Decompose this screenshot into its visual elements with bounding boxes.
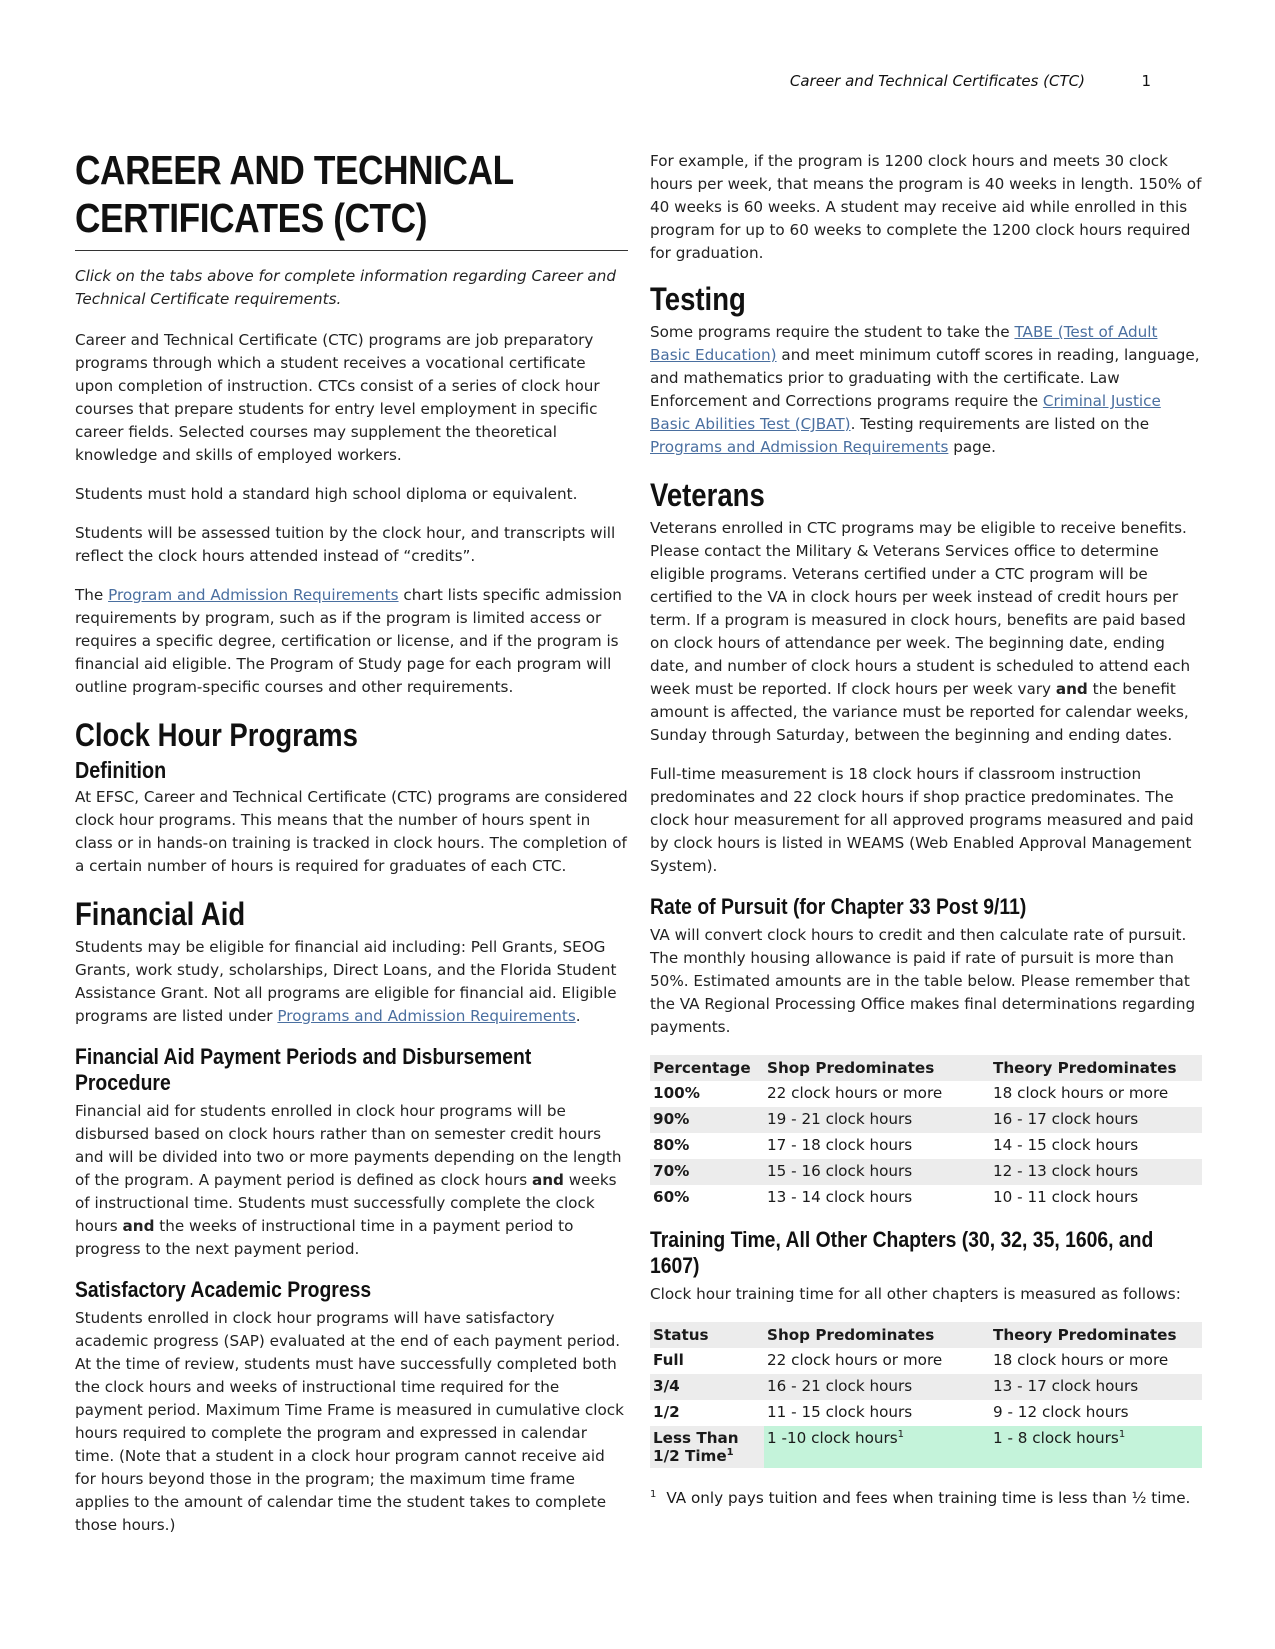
rate-of-pursuit-heading: Rate of Pursuit (for Chapter 33 Post 9/11) (650, 894, 1027, 919)
table-cell: 18 clock hours or more (993, 1084, 1169, 1102)
definition-text: At EFSC, Career and Technical Certificate (CTC) programs are considered clock hour programs. This means that the number of hours spent in class or in hands-on training is tracked in clock hours. The completion of a certain number of hours is required for graduates of each CTC. (75, 788, 628, 875)
tabe-link[interactable]: TABE (Test of Adult Basic Education) (650, 323, 1158, 364)
table-cell: 70% (650, 1159, 764, 1185)
training-time-heading: Training Time, All Other Chapters (30, 32, 35, 1606, and 1607) (650, 1227, 1154, 1278)
table-row (650, 1081, 1202, 1107)
intro-text: Click on the tabs above for complete information regarding Career and Technical Certificate requirements. (75, 267, 617, 308)
diploma-requirement: Students must hold a standard high school diploma or equivalent. (75, 485, 578, 503)
payment-periods-heading: Financial Aid Payment Periods and Disbursement Procedure (75, 1044, 532, 1095)
sap-text: Students enrolled in clock hour programs will have satisfactory academic progress (SAP) evaluated at the end of each payment period. At the time of review, students must have successfully completed both the clock hours and weeks of instructional time required for the payment period. Maximum Time Frame is measured in cumulative clock hours required to complete the program and expressed in calendar time. (Note that a student in a clock hour program cannot receive aid for hours beyond those in the program; the maximum time frame applies to the amount of calendar time the student takes to complete those hours.) (75, 1309, 624, 1534)
admission-paragraph: The Program and Admission Requirements chart lists specific admission requirements by program, such as if the program is limited access or requires a specific degree, certification or license, and if the program is financial aid eligible. The Program of Study page for each program will outline program-specific courses and other requirements. (75, 586, 622, 696)
table-cell: 15 - 16 clock hours (764, 1159, 990, 1185)
training-time-text: Clock hour training time for all other chapters is measured as follows: (650, 1285, 1181, 1303)
table-row (650, 1185, 1202, 1211)
table-cell: 12 - 13 clock hours (990, 1159, 1202, 1185)
tuition-note: Students will be assessed tuition by the clock hour, and transcripts will reflect the clock hours attended instead of “credits”. (75, 524, 616, 565)
example-text: For example, if the program is 1200 clock hours and meets 30 clock hours per week, that means the program is 40 weeks in length. 150% of 40 weeks is 60 weeks. A student may receive aid while enrolled in this program for up to 60 weeks to complete the 1200 clock hours required for graduation. (650, 152, 1202, 262)
table-cell: Less Than 1/2 Time$^1$ (650, 1426, 764, 1468)
cjbat-link[interactable]: Criminal Justice Basic Abilities Test (CJBAT) (650, 392, 1161, 433)
table-header: Theory Predominates (990, 1322, 1202, 1348)
footnote-text: VA only pays tuition and fees when training time is less than ½ time. (666, 1489, 1191, 1508)
table-cell: 60% (653, 1188, 690, 1206)
table-cell: 10 - 11 clock hours (993, 1188, 1139, 1206)
program-admission-link[interactable]: Program and Admission Requirements (108, 586, 399, 604)
training-time-table (650, 1322, 1202, 1468)
testing-requirements-link[interactable]: Programs and Admission Requirements (650, 438, 949, 456)
table-cell: 1 - 8 clock hours$^1$ (990, 1426, 1202, 1468)
table-cell: 18 clock hours or more (993, 1351, 1169, 1369)
running-title: Career and Technical Certificates (CTC) (789, 72, 1085, 90)
table-row (650, 1107, 1202, 1133)
rate-of-pursuit-text: VA will convert clock hours to credit and then calculate rate of pursuit. The monthly housing allowance is paid if rate of pursuit is more than 50%. Estimated amounts are in the table below. Please remember that the VA Regional Processing Office makes final determinations regarding payments. (650, 926, 1196, 1036)
table-header: Status (650, 1322, 764, 1348)
sap-heading: Satisfactory Academic Progress (75, 1277, 372, 1302)
table-cell: 80% (653, 1136, 690, 1154)
clock-hour-heading: Clock Hour Programs (75, 717, 358, 753)
table-cell: 11 - 15 clock hours (767, 1403, 913, 1421)
table-cell: 14 - 15 clock hours (993, 1136, 1139, 1154)
table-cell: Full (653, 1351, 684, 1369)
testing-text: Some programs require the student to take the TABE (Test of Adult Basic Education) and meet minimum cutoff scores in reading, language, and mathematics prior to graduating with the certificate. Law Enforcement and Corrections programs require the Criminal Justice Basic Abilities Test (CJBAT). Testing requirements are listed on the Programs and Admission Requirements page. (650, 323, 1200, 456)
page-title: CAREER AND TECHNICAL CERTIFICATES (CTC) (75, 147, 514, 241)
table-cell: 90% (650, 1107, 764, 1133)
financial-aid-heading: Financial Aid (75, 896, 246, 932)
rate-of-pursuit-table (650, 1055, 1202, 1211)
table-cell: 1 -10 clock hours$^1$ (764, 1426, 990, 1468)
footnote-mark: 1 (650, 1489, 657, 1501)
definition-heading: Definition (75, 757, 167, 783)
fulltime-text: Full-time measurement is 18 clock hours if classroom instruction predominates and 22 clock hours if shop practice predominates. The clock hour measurement for all approved programs measured and paid by clock hours is listed in WEAMS (Web Enabled Approval Management System). (650, 765, 1194, 875)
financial-aid-text: Students may be eligible for financial aid including: Pell Grants, SEOG Grants, work study, scholarships, Direct Loans, and the Florida Student Assistance Grant. Not all programs are eligible for financial aid. Eligible programs are listed under Programs and Admission Requirements. (75, 938, 617, 1025)
table-row (650, 1426, 1202, 1468)
right-column (650, 150, 1202, 1509)
table-header: Shop Predominates (764, 1055, 990, 1081)
table-cell: 3/4 (650, 1374, 764, 1400)
table-row (650, 1348, 1202, 1374)
table-cell: 1/2 (653, 1403, 680, 1421)
table-header: Theory Predominates (990, 1055, 1202, 1081)
table-header-row (650, 1055, 1202, 1081)
ctc-description: Career and Technical Certificate (CTC) programs are job preparatory programs through which a student receives a vocational certificate upon completion of instruction. CTCs consist of a series of clock hour courses that prepare students for entry level employment in specific career fields. Selected courses may supplement the theoretical knowledge and skills of employed workers. (75, 331, 600, 464)
financial-aid-programs-link[interactable]: Programs and Admission Requirements (277, 1007, 576, 1025)
page-number: 1 (1141, 72, 1151, 90)
veterans-heading: Veterans (650, 477, 765, 513)
left-column (75, 146, 628, 1553)
table-header: Shop Predominates (764, 1322, 990, 1348)
table-cell: 13 - 17 clock hours (990, 1374, 1202, 1400)
payment-periods-text: Financial aid for students enrolled in clock hour programs will be disbursed based on clock hours rather than on semester credit hours and will be divided into two or more payments depending on the length of the program. A payment period is defined as clock hours and weeks of instructional time. Students must successfully complete the clock hours and the weeks of instructional time in a payment period to progress to the next payment period. (75, 1102, 622, 1258)
table-cell: 16 - 21 clock hours (764, 1374, 990, 1400)
table-header: Percentage (650, 1055, 764, 1081)
table-row (650, 1159, 1202, 1185)
veterans-text: Veterans enrolled in CTC programs may be eligible to receive benefits. Please contact the Military & Veterans Services office to determine eligible programs. Veterans certified under a CTC program will be certified to the VA in clock hours per week instead of credit hours per term. If a program is measured in clock hours, benefits are paid based on clock hours of attendance per week. The beginning date, ending date, and number of clock hours a student is scheduled to attend each week must be reported. If clock hours per week vary and the benefit amount is affected, the variance must be reported for calendar weeks, Sunday through Saturday, between the beginning and ending dates. (650, 519, 1191, 744)
table-cell: 17 - 18 clock hours (767, 1136, 913, 1154)
title-divider (75, 250, 628, 251)
table-cell: 22 clock hours or more (767, 1351, 943, 1369)
table-cell: 22 clock hours or more (767, 1084, 943, 1102)
table-header-row (650, 1322, 1202, 1348)
table-cell: 9 - 12 clock hours (993, 1403, 1129, 1421)
testing-heading: Testing (650, 281, 746, 317)
table-cell: 13 - 14 clock hours (767, 1188, 913, 1206)
table-cell: 100% (653, 1084, 700, 1102)
table-row (650, 1133, 1202, 1159)
table-cell: 16 - 17 clock hours (990, 1107, 1202, 1133)
table-row (650, 1400, 1202, 1426)
table-row (650, 1374, 1202, 1400)
footnote (650, 1484, 1202, 1509)
table-cell: 19 - 21 clock hours (764, 1107, 990, 1133)
